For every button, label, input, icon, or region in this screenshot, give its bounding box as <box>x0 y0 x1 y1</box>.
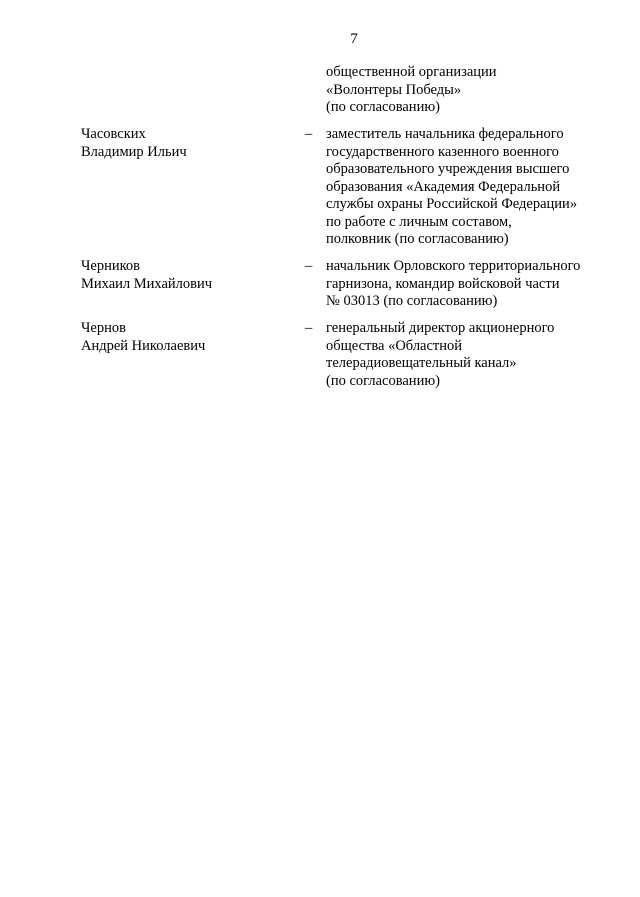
entry-description <box>326 64 616 117</box>
description-line: полковник (по согласованию) <box>326 231 509 247</box>
description-line: общества «Областной <box>326 337 463 354</box>
dash-separator: – <box>305 258 313 274</box>
member-given-name: Андрей Николаевич <box>81 337 206 354</box>
dash-separator: – <box>305 126 313 142</box>
dash-separator: – <box>305 320 313 336</box>
member-surname: Чернов <box>81 320 126 336</box>
description-line: «Волонтеры Победы» <box>326 81 462 98</box>
member-name <box>81 320 281 355</box>
member-given-name: Михаил Михайлович <box>81 275 213 292</box>
description-line: общественной организации <box>326 64 497 80</box>
description-line: по работе с личным составом, <box>326 213 512 230</box>
description-line: № 03013 (по согласованию) <box>326 293 498 309</box>
member-name <box>81 126 281 161</box>
description-line: образования «Академия Федеральной <box>326 178 561 195</box>
entry-description <box>326 126 616 249</box>
description-line: заместитель начальника федерального <box>326 126 564 142</box>
member-given-name: Владимир Ильич <box>81 143 187 160</box>
member-name <box>81 258 281 293</box>
member-surname: Черников <box>81 258 141 274</box>
entry-description <box>326 320 616 390</box>
description-line: образовательного учреждения высшего <box>326 161 570 177</box>
description-line: телерадиовещательный канал» <box>326 355 517 371</box>
description-line: генеральный директор акционерного <box>326 320 555 336</box>
description-line: службы охраны Российской Федерации» <box>326 196 578 212</box>
page-number: 7 <box>350 31 358 47</box>
description-line: начальник Орловского территориального <box>326 258 581 274</box>
description-line: (по согласованию) <box>326 372 440 389</box>
entry-description <box>326 258 616 311</box>
member-surname: Часовских <box>81 126 146 142</box>
description-line: гарнизона, командир войсковой части <box>326 275 560 292</box>
description-line: государственного казенного военного <box>326 143 559 160</box>
description-line: (по согласованию) <box>326 99 440 115</box>
